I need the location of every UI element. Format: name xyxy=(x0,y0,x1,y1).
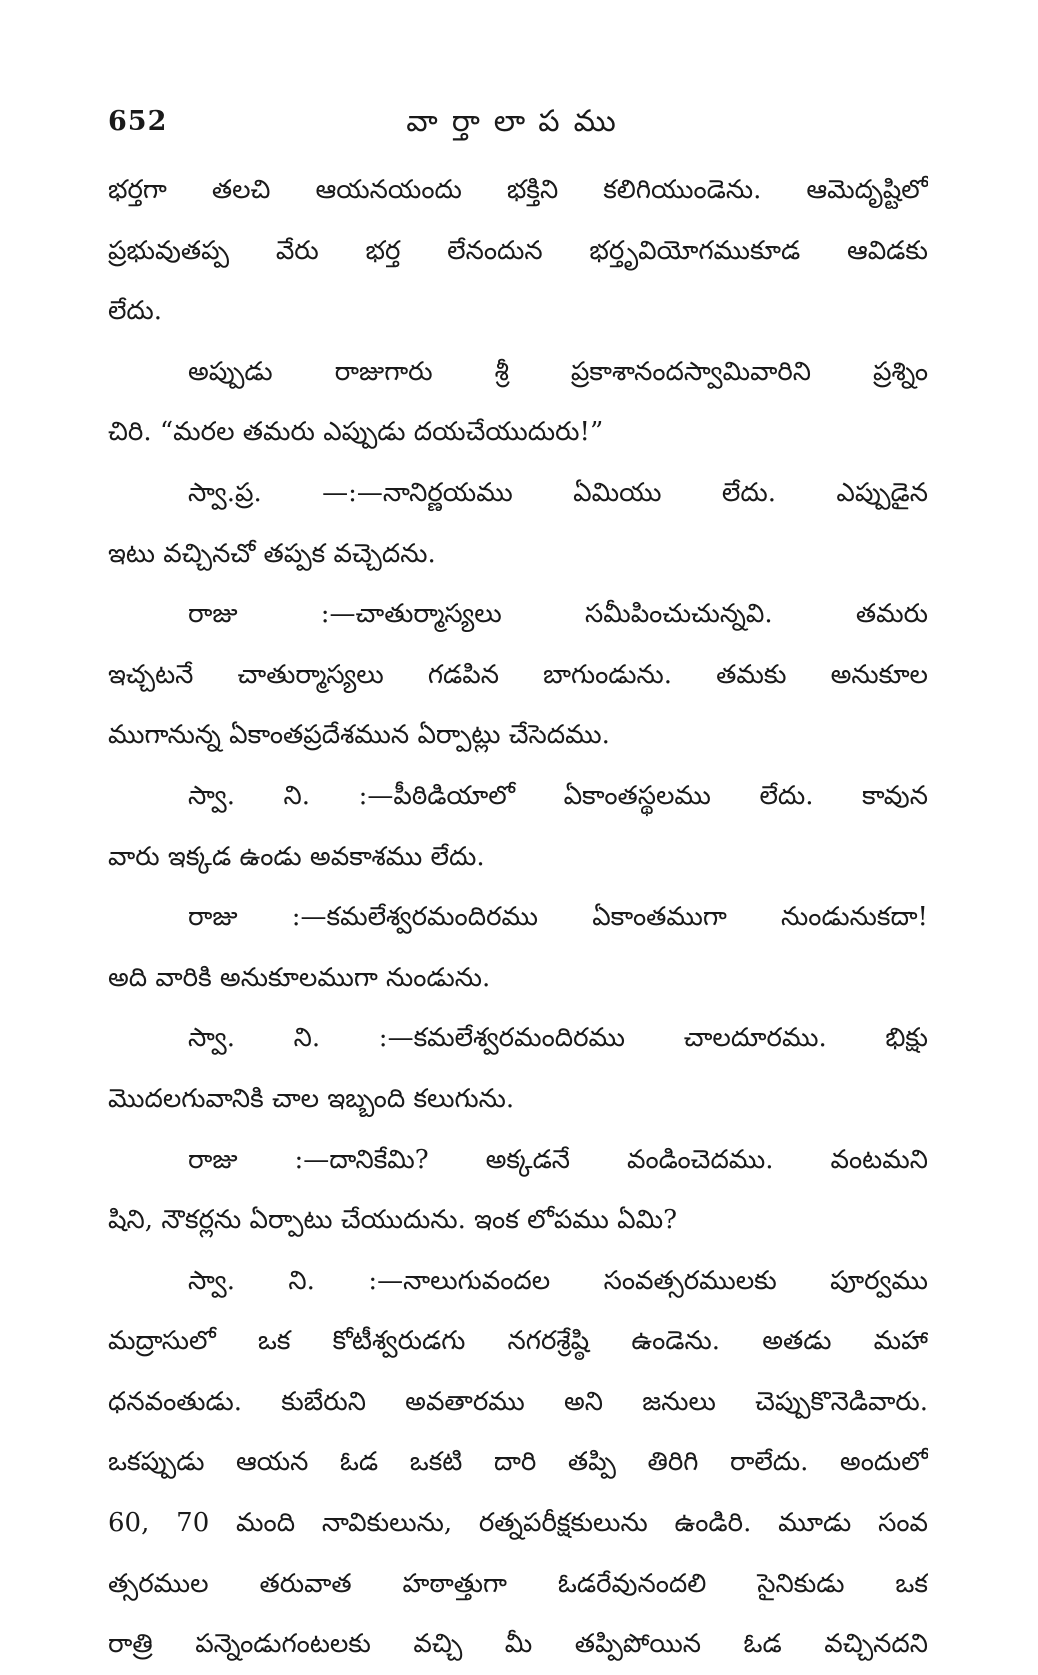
text-line: అది వారికి అనుకూలముగా నుండును. xyxy=(108,962,491,993)
text-line: రాజు :—చాతుర్మాస్యలు సమీపించుచున్నవి. తమరు xyxy=(188,599,928,630)
text-line: ధనవంతుడు. కుబేరుని అవతారము అని జనులు చెప్పుకొనెడివారు. xyxy=(108,1386,928,1417)
text-line: భర్తగా తలచి ఆయనయందు భక్తిని కలిగియుండెను. ఆమెదృష్టిలో xyxy=(108,175,928,205)
text-line: ఇటు వచ్చినచో తప్పక వచ్చెదను. xyxy=(108,538,436,569)
text-line: ప్రభువుతప్ప వేరు భర్త లేనందున భర్తృవియోగముకూడ ఆవిడకు xyxy=(108,235,928,266)
text-line: లేదు. xyxy=(108,296,163,327)
body-text xyxy=(108,160,928,1675)
page-header xyxy=(108,100,928,160)
page-number: 652 xyxy=(108,106,168,137)
text-line: స్వా. ని. :—పీఠిడియాలో ఏకాంతస్థలము లేదు. కావున xyxy=(188,780,928,811)
text-line: రాత్రి పన్నెండుగంటలకు వచ్చి మీ తప్పిపోయిన ఓడ వచ్చినదని xyxy=(108,1629,928,1660)
text-line: చిరి. “మరల తమరు ఎప్పుడు దయచేయుదురు!” xyxy=(108,417,604,448)
text-line: అప్పుడు రాజుగారు శ్రీ ప్రకాశానందస్వామివారిని ప్రశ్నిం xyxy=(188,356,928,387)
text-line: స్వా. ని. :—కమలేశ్వరమందిరము చాలదూరము. భిక్షు xyxy=(188,1023,928,1054)
text-line: మద్రాసులో ఒక కోటీశ్వరుడగు నగరశ్రేష్ఠి ఉండెను. అతడు మహా xyxy=(108,1326,928,1357)
text-line: మొదలగువానికి చాల ఇబ్బంది కలుగును. xyxy=(108,1083,515,1114)
text-line: 60, 70 మంది నావికులును, రత్నపరీక్షకులును ఉండిరి. మూడు సంవ xyxy=(108,1508,928,1539)
text-line: రాజు :—కమలేశ్వరమందిరము ఏకాంతముగా నుండునుకదా! xyxy=(188,902,928,933)
text-line: షిని, నౌకర్లను ఏర్పాటు చేయుదును. ఇంక లోపము ఏమి? xyxy=(108,1205,678,1236)
text-line: ఒకప్పుడు ఆయన ఓడ ఒకటి దారి తప్పి తిరిగి రాలేదు. అందులో xyxy=(108,1447,928,1478)
text-line: త్సరముల తరువాత హఠాత్తుగా ఓడరేవునందలి సైనికుడు ఒక xyxy=(108,1568,928,1599)
text-line: స్వా. ని. :—నాలుగువందల సంవత్సరములకు పూర్వము xyxy=(188,1265,928,1296)
text-line: స్వా.ప్ర. —:—నానిర్ణయము ఏమియు లేదు. ఎప్పుడైన xyxy=(188,477,928,508)
text-line: ముగానున్న ఏకాంతప్రదేశమున ఏర్పాట్లు చేసెదము. xyxy=(108,720,610,751)
running-title: వార్తాలాపము xyxy=(406,104,630,139)
text-line: వారు ఇక్కడ ఉండు అవకాశము లేదు. xyxy=(108,841,485,872)
text-line: ఇచ్చటనే చాతుర్మాస్యలు గడపిన బాగుండును. తమకు అనుకూల xyxy=(108,659,928,690)
text-line: రాజు :—దానికేమి? అక్కడనే వండించెదము. వంటమని xyxy=(188,1144,928,1175)
